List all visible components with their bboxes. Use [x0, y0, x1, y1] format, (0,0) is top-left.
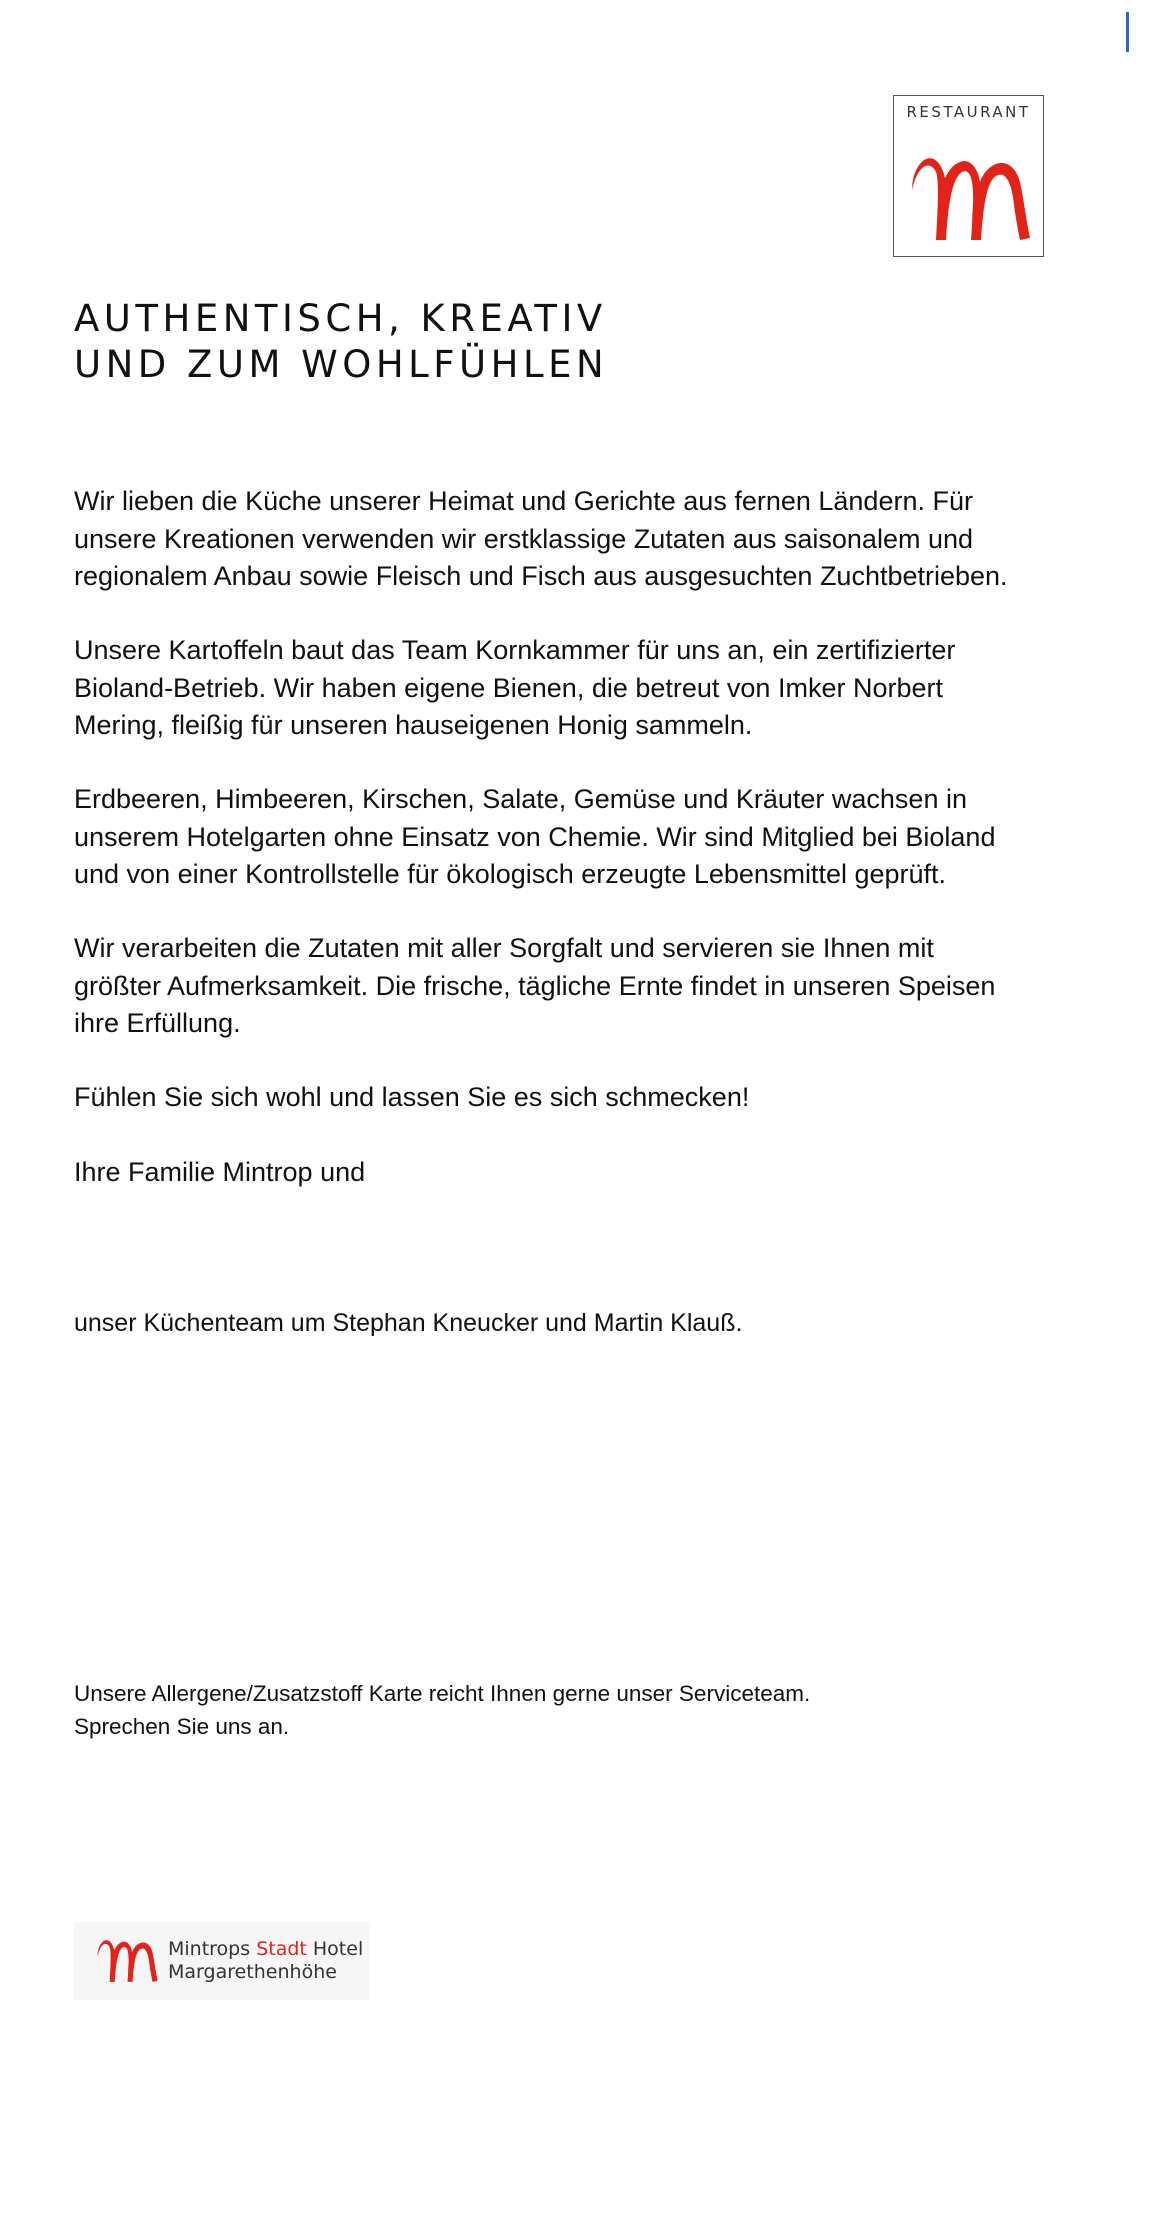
text-line: und von einer Kontrollstelle für ökologisch erzeugte Lebensmittel geprüft.: [74, 859, 947, 889]
text-line: größter Aufmerksamkeit. Die frische, tägliche Ernte findet in unseren Speisen: [74, 970, 996, 1001]
text-line: Ihre Familie Mintrop und: [74, 1157, 366, 1187]
headline-line-1: AUTHENTISCH, KREATIV: [74, 297, 607, 340]
logo-m-icon: [908, 150, 1032, 248]
garden-paragraph: [74, 781, 1064, 894]
text-line: Wir verarbeiten die Zutaten mit aller Sorgfalt und servieren sie Ihnen mit: [74, 933, 934, 963]
text-line: regionalem Anbau sowie Fleisch und Fisch aus ausgesuchten Zuchtbetrieben.: [74, 561, 1008, 591]
care-paragraph: [74, 930, 1064, 1043]
text-line: Fühlen Sie sich wohl und lassen Sie es sich schmecken!: [74, 1082, 750, 1112]
allergen-note: [74, 1677, 810, 1743]
text-line: ihre Erfüllung.: [74, 1008, 241, 1038]
restaurant-logo: [893, 95, 1044, 257]
hotel-m-icon: [94, 1936, 160, 1986]
hotel-subtitle: Margarethenhöhe: [168, 1961, 337, 1983]
text-line: Wir lieben die Küche unserer Heimat und Gerichte aus fernen Ländern. Für: [74, 486, 973, 516]
hotel-name-part1: Mintrops: [168, 1938, 257, 1960]
text-cursor-mark: [1126, 12, 1129, 52]
text-line: Bioland-Betrieb. Wir haben eigene Bienen, die betreut von Imker Norbert: [74, 672, 943, 703]
kitchen-team-line: unser Küchenteam um Stephan Kneucker und Martin Klauß.: [74, 1309, 743, 1337]
text-line: Erdbeeren, Himbeeren, Kirschen, Salate, Gemüse und Kräuter wachsen in: [74, 784, 967, 814]
hotel-name: [168, 1938, 363, 1984]
hotel-name-part2: Hotel: [306, 1938, 364, 1960]
hotel-footer-logo: [74, 1922, 370, 2000]
signature-paragraph: [74, 1154, 1064, 1192]
allergen-line-1: Unsere Allergene/Zusatzstoff Karte reicht Ihnen gerne unser Serviceteam.: [74, 1681, 811, 1706]
text-line: unsere Kreationen verwenden wir erstklassige Zutaten aus saisonalem und: [74, 523, 974, 554]
logo-word: RESTAURANT: [906, 103, 1031, 121]
text-line: Unsere Kartoffeln baut das Team Kornkammer für uns an, ein zertifizierter: [74, 635, 956, 665]
potatoes-bees-paragraph: [74, 632, 1064, 745]
headline-line-2: UND ZUM WOHLFÜHLEN: [74, 343, 609, 386]
intro-paragraph: [74, 483, 1064, 596]
allergen-line-2: Sprechen Sie uns an.: [74, 1714, 290, 1739]
hotel-name-line: [168, 1938, 363, 1961]
hotel-name-accent: Stadt: [256, 1938, 307, 1960]
enjoy-paragraph: [74, 1079, 1064, 1117]
text-line: Mering, fleißig für unseren hauseigenen Honig sammeln.: [74, 710, 753, 740]
text-line: unserem Hotelgarten ohne Einsatz von Chemie. Wir sind Mitglied bei Bioland: [74, 821, 996, 852]
page-headline: [74, 296, 608, 388]
